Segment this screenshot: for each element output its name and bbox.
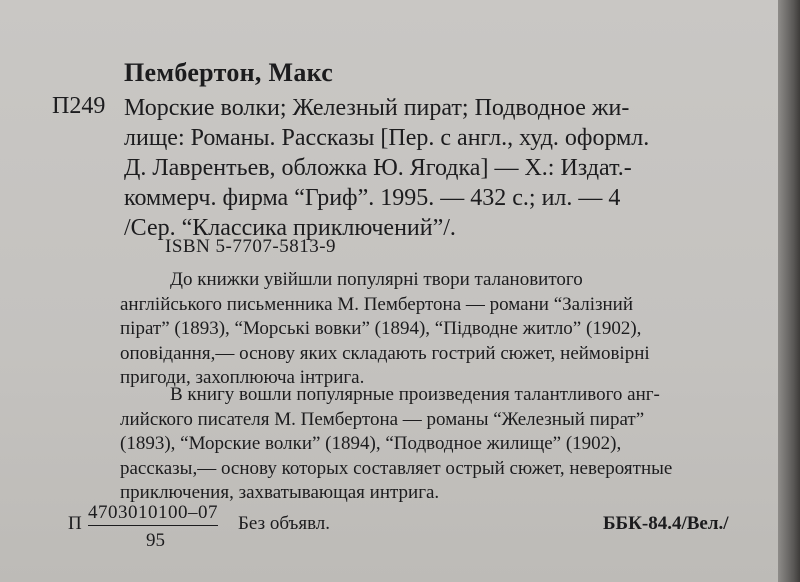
- author-heading: Пембертон, Макс: [124, 58, 334, 87]
- annotation-line: лийского писателя М. Пембертона — романы “Железный пират”: [120, 408, 645, 430]
- isbn-number: ISBN 5-7707-5813-9: [165, 236, 337, 257]
- description-line: Д. Лаврентьев, обложка Ю. Ягодка] — Х.: Издат.-: [124, 155, 632, 181]
- index-prefix: П: [68, 513, 82, 534]
- annotation-line: пірат” (1893), “Морські вовки” (1894), “Підводне житло” (1902),: [120, 318, 642, 339]
- annotation-line: (1893), “Морские волки” (1894), “Подводное жилище” (1902),: [120, 433, 622, 454]
- index-denominator: 95: [146, 530, 165, 551]
- index-numerator: 4703010100–07: [88, 502, 218, 526]
- description-line: лище: Романы. Рассказы [Пер. с англ., худ. оформл.: [124, 125, 650, 151]
- description-line: /Сер. “Классика приключений”/.: [124, 215, 456, 241]
- bbk-classification: ББК-84.4/Вел./: [603, 513, 729, 534]
- book-spine-edge: [778, 0, 800, 582]
- annotation-line: До книжки увійшли популярні твори талановитого: [170, 269, 583, 290]
- catalog-code: П249: [52, 93, 106, 119]
- description-line: Морские волки; Железный пират; Подводное жи-: [124, 95, 630, 121]
- no-announcement-note: Без объявл.: [238, 513, 331, 534]
- annotation-line: приключения, захватывающая интрига.: [120, 482, 440, 503]
- description-line: коммерч. фирма “Гриф”. 1995. — 432 с.; ил. — 4: [124, 185, 621, 211]
- annotation-line: пригоди, захоплююча інтрига.: [120, 367, 365, 388]
- annotation-line: В книгу вошли популярные произведения талантливого анг-: [170, 384, 660, 405]
- annotation-line: англійського письменника М. Пембертона — романи “Залізний: [120, 293, 634, 315]
- annotation-ukrainian: [120, 268, 650, 391]
- bibliographic-description: [124, 93, 649, 243]
- annotation-russian: [120, 383, 672, 506]
- annotation-line: рассказы,— основу которых составляет острый сюжет, невероятные: [120, 457, 673, 479]
- annotation-line: оповідання,— основу яких складають гострий сюжет, неймовірні: [120, 342, 650, 364]
